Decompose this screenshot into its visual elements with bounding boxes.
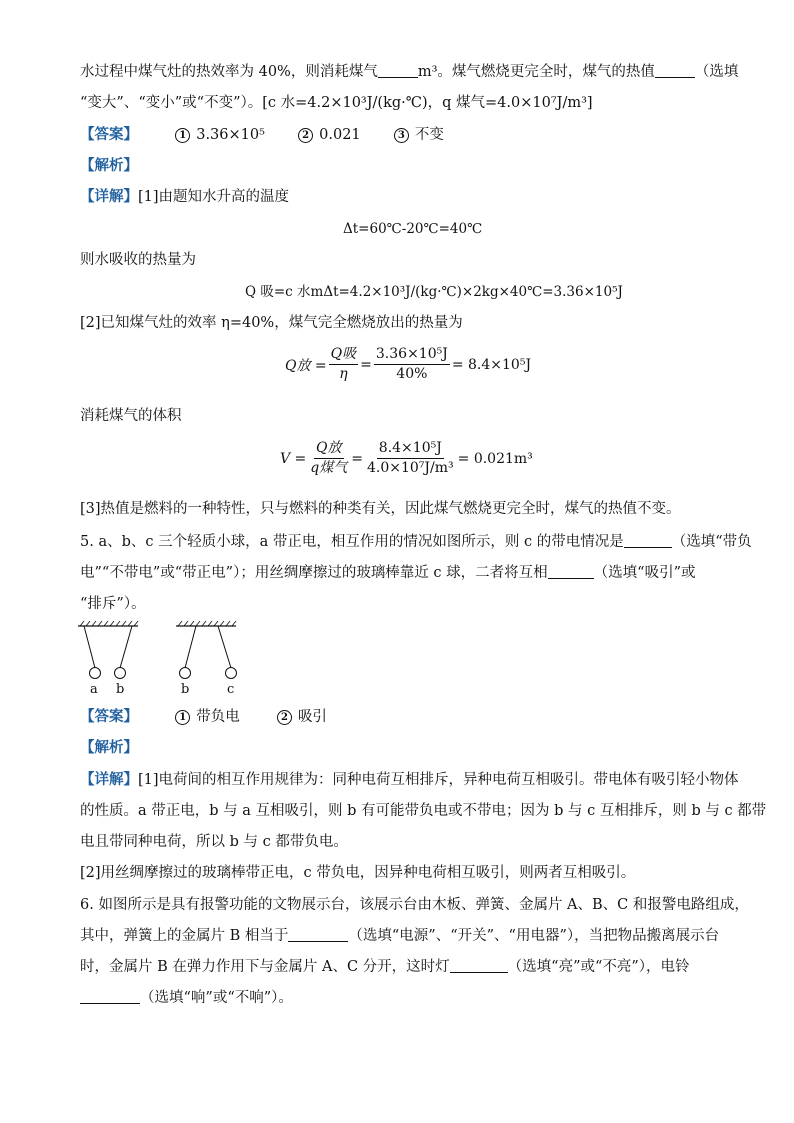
eq-rhs: = 8.4×10⁵J	[451, 356, 532, 373]
equation-q-released: Q放 = $\frac{\text{Q吸}}{\eta}$ = $\frac{\text{3.36×10⁵J}}{40\%}$ = 8.4×10⁵J	[285, 346, 532, 382]
answer-blank	[450, 958, 508, 973]
q5-text: 电”“不带电”或“带正电”）；用丝绸摩擦过的玻璃棒靠近 c 球，二者将互相	[80, 565, 548, 581]
answer-3: 不变	[414, 127, 444, 143]
circled-number-1-icon: 1	[175, 128, 190, 143]
q5-text: （选填“带负	[671, 534, 752, 550]
ball-b-icon	[180, 668, 191, 679]
q6-text: （选填“亮”或“不亮”），电铃	[507, 959, 690, 975]
ball-a-icon	[90, 668, 101, 679]
circled-number-2-icon: 2	[277, 710, 292, 725]
detail-line-2: 则水吸收的热量为	[80, 252, 196, 268]
detail-line-3: [2]已知煤气灶的效率 η=40%，煤气完全燃烧放出的热量为	[80, 315, 463, 331]
q6-line-2	[80, 926, 719, 946]
answer-1: 3.36×10⁵	[196, 127, 265, 143]
eq-lhs: V =	[280, 450, 307, 467]
answer-label: 【答案】	[80, 126, 138, 143]
analysis-label: 【解析】	[80, 739, 138, 756]
detail-line-4: 消耗煤气的体积	[80, 408, 182, 424]
detail5-line-3: 电且带同种电荷，所以 b 与 c 都带负电。	[80, 834, 348, 850]
detail5-line-4: [2]用丝绸摩擦过的玻璃棒带正电，c 带负电，因异种电荷相互吸引，则两者互相吸引。	[80, 865, 636, 881]
q6-text: 时，金属片 B 在弹力作用下与金属片 A、C 分开，这时灯	[80, 959, 450, 975]
q4-line-2: “变大”、“变小”或“不变”）。[c 水=4.2×10³J/(kg·℃)，q 煤气=4.0×10⁷J/m³]	[80, 95, 593, 111]
fig-label-a: a	[90, 682, 98, 697]
detail-line-1	[80, 187, 289, 207]
detail-text: [1]由题知水升高的温度	[138, 189, 290, 205]
answer-label: 【答案】	[80, 708, 138, 725]
fraction-numerator: 3.36×10⁵J	[374, 346, 450, 365]
equation-q-absorbed: Q 吸=c 水mΔt=4.2×10³J/(kg·℃)×2kg×40℃=3.36×10⁵J	[245, 284, 623, 300]
detail5-line-1	[80, 770, 739, 790]
q4-text: 水过程中煤气灶的热效率为 40%，则消耗煤气	[80, 64, 378, 80]
q6-line-4	[80, 988, 293, 1008]
answer-row-q5	[80, 707, 327, 727]
q6-text: （选填“响”或“不响”）。	[140, 990, 293, 1006]
detail5-line-2: 的性质。a 带正电，b 与 a 互相吸引，则 b 有可能带负电或不带电；因为 b 与 c 互相排斥，则 b 与 c 都带	[80, 803, 767, 819]
fraction-denominator: 4.0×10⁷J/m³	[367, 460, 454, 476]
equation-volume: V = $\frac{\text{Q放}}{\text{q煤气}}$ = $\frac{\text{8.4×10⁵J}}{\text{4.0×10⁷J/m³}}$ = 0.021m³	[280, 440, 533, 476]
fraction	[374, 346, 450, 383]
detail-label: 【详解】	[80, 188, 138, 205]
q6-line-1: 6. 如图所示是具有报警功能的文物展示台，该展示台由木板、弹簧、金属片 A、B、C 和报警电路组成，	[80, 897, 749, 913]
fraction	[308, 440, 349, 477]
q5-text: 5. a、b、c 三个轻质小球，a 带正电，相互作用的情况如图所示，则 c 的带电情况是	[80, 534, 624, 550]
q4-text: （选填	[694, 64, 739, 80]
eq-rhs: = 0.021m³	[457, 450, 533, 467]
detail-line-5: [3]热值是燃料的一种特性，只与燃料的种类有关，因此煤气燃烧更完全时，煤气的热值不变。	[80, 501, 681, 517]
answer-blank	[624, 533, 672, 548]
q6-line-3	[80, 957, 690, 977]
answer-blank	[548, 564, 594, 579]
fig-label-b: b	[181, 682, 190, 697]
fraction-denominator: η	[339, 366, 348, 382]
fraction	[365, 440, 456, 477]
eq-lhs: Q放 =	[285, 357, 327, 374]
detail-label: 【详解】	[80, 771, 138, 788]
answer-2: 0.021	[319, 127, 361, 143]
equation-delta-t: Δt=60℃-20℃=40℃	[343, 221, 483, 237]
circled-number-1-icon: 1	[175, 710, 190, 725]
answer-1: 带负电	[196, 709, 240, 725]
answer-blank	[655, 63, 695, 78]
answer-2: 吸引	[297, 709, 327, 725]
q6-text: （选填“电源”、“开关”、“用电器”），当把物品搬离展示台	[348, 928, 720, 944]
circled-number-2-icon: 2	[298, 128, 313, 143]
ball-c-icon	[226, 668, 237, 679]
fig-label-b: b	[116, 682, 125, 697]
hanging-balls-figure	[76, 618, 246, 700]
ceiling-left	[78, 621, 138, 626]
fig-label-c: c	[227, 682, 235, 697]
fraction-denominator: q煤气	[310, 460, 348, 476]
answer-blank	[378, 63, 418, 78]
q4-line-1	[80, 62, 738, 82]
answer-row-q4	[80, 125, 444, 145]
ceiling-right	[176, 621, 236, 626]
q5-line-2	[80, 563, 695, 583]
fraction-numerator: Q吸	[329, 346, 358, 365]
q5-text: （选填“吸引”或	[593, 565, 696, 581]
q5-line-1	[80, 532, 752, 552]
detail-text: [1]电荷间的相互作用规律为：同种电荷互相排斥，异种电荷互相吸引。带电体有吸引轻小物体	[138, 772, 739, 788]
fraction-numerator: Q放	[314, 440, 343, 459]
fraction-denominator: 40%	[396, 366, 428, 382]
q5-line-3: “排斥”）。	[80, 596, 146, 612]
answer-blank	[288, 927, 348, 942]
answer-blank	[80, 989, 140, 1004]
fraction-numerator: 8.4×10⁵J	[377, 440, 444, 459]
analysis-label: 【解析】	[80, 157, 138, 174]
fraction	[329, 346, 358, 383]
q4-text: m³。煤气燃烧更完全时，煤气的热值	[417, 64, 655, 80]
ball-b-icon	[115, 668, 126, 679]
circled-number-3-icon: 3	[394, 128, 409, 143]
q6-text: 其中，弹簧上的金属片 B 相当于	[80, 928, 289, 944]
